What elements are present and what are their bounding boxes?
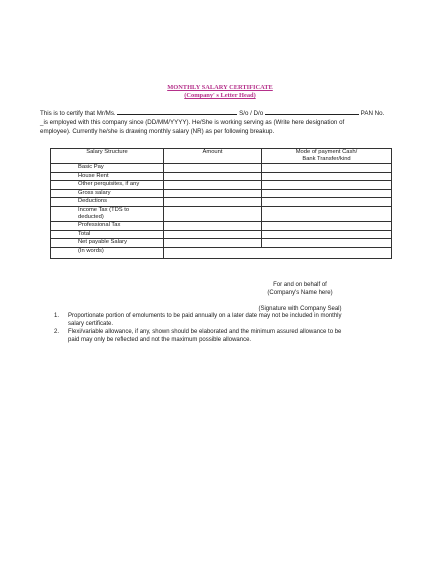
- employee-name-blank: [117, 109, 237, 115]
- mode-cell: [262, 172, 392, 181]
- behalf-line: For and on behalf of: [273, 282, 327, 288]
- row-label: Professional Tax: [51, 221, 164, 230]
- mode-cell: [262, 189, 392, 198]
- letter-head-subtitle: (Company' s Letter Head): [184, 92, 256, 99]
- note-number: 2.: [54, 329, 60, 335]
- list-item: 1. Proportionate portion of emoluments to be paid annually on a later date may not be included in monthly salary certificate.: [54, 313, 342, 327]
- header-amount: Amount: [164, 149, 262, 164]
- header-salary-structure: Salary Structure: [51, 149, 164, 164]
- table-row: [51, 172, 392, 181]
- table-row: [51, 247, 392, 258]
- header-mode-of-payment: Mode of payment Cash/ Bank Transfer/kind: [262, 149, 392, 164]
- relation-text: S/o / D/o: [239, 110, 264, 117]
- mode-cell: [262, 206, 392, 221]
- table-row: [51, 221, 392, 230]
- signature-seal: (Signature with Company Seal): [258, 306, 342, 312]
- row-label: Basic Pay: [51, 164, 164, 173]
- parent-name-blank: [265, 109, 359, 115]
- row-label: Income Tax (TDS to deducted): [51, 206, 164, 221]
- mode-cell: [262, 221, 392, 230]
- company-name-placeholder: (Company's Name here): [267, 290, 333, 296]
- amount-in-words-cell: [164, 247, 392, 258]
- row-label: Total: [51, 230, 164, 239]
- row-label: Gross salary: [51, 189, 164, 198]
- amount-cell: [164, 206, 262, 221]
- table-row: [51, 181, 392, 190]
- amount-cell: [164, 198, 262, 207]
- notes-list: [54, 312, 394, 344]
- intro-line-1: [40, 109, 384, 118]
- amount-cell: [164, 172, 262, 181]
- table-row: [51, 164, 392, 173]
- row-label: (In words): [51, 247, 164, 258]
- intro-line-3: employee). Currently he/she is drawing monthly salary (NR) as per following breakup.: [40, 128, 275, 135]
- amount-cell: [164, 221, 262, 230]
- table-row: [51, 206, 392, 221]
- table-row: [51, 198, 392, 207]
- table-row: [51, 230, 392, 239]
- list-item: 2. Flexi/variable allowance, if any, shown should be elaborated and the minimum assured allowance to be paid may only be reflected and not the maximum possible allowance.: [54, 329, 342, 343]
- table-row: [51, 239, 392, 248]
- certify-text: This is to certify that Mr/Ms.: [40, 110, 116, 117]
- salary-breakup-table: [50, 148, 392, 259]
- table-row: [51, 189, 392, 198]
- row-label: Net payable Salary: [51, 239, 164, 248]
- row-label: Deductions: [51, 198, 164, 207]
- mode-cell: [262, 164, 392, 173]
- amount-cell: [164, 230, 262, 239]
- table-header-row: [51, 149, 392, 164]
- note-number: 1.: [54, 313, 60, 319]
- intro-line-2: _is employed with this company since (DD/MM/YYYY). He/She is working serving as (Write here designation of: [40, 119, 345, 126]
- mode-cell: [262, 181, 392, 190]
- document-title: MONTHLY SALARY CERTIFICATE: [167, 84, 273, 91]
- amount-cell: [164, 239, 262, 248]
- amount-cell: [164, 189, 262, 198]
- amount-cell: [164, 181, 262, 190]
- row-label: House Rent: [51, 172, 164, 181]
- row-label: Other perquisites, if any: [51, 181, 164, 190]
- mode-cell: [262, 198, 392, 207]
- pan-label: PAN No.: [360, 110, 385, 117]
- mode-cell: [262, 239, 392, 248]
- mode-cell: [262, 230, 392, 239]
- amount-cell: [164, 164, 262, 173]
